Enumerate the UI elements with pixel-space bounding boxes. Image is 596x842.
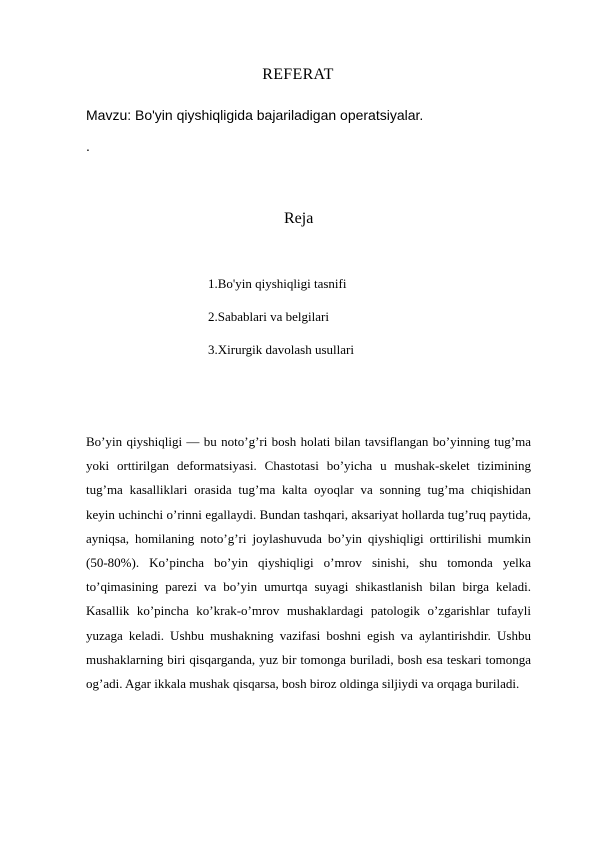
body-paragraph: Bo’yin qiyshiqligi — bu noto’g’ri bosh holati bilan tavsiflangan bo’yinning tug’ma yoki orttirilgan deformatsiyasi. Chastotasi bo’yicha u mushak-skelet tizimining tug’ma kasalliklari orasida tug’ma kalta oyoqlar va sonning tug’ma chiqishidan keyin uchinchi o’rinni egallaydi. Bundan tashqari, aksariyat hollarda tug’ruq paytida, ayniqsa, homilaning noto’g’ri joylashuvuda bo’yin qiyshiqligi orttirilishi mumkin (50-80%). Ko’pincha bo’yin qiyshiqligi o’mrov sinishi, shu tomonda yelka to’qimasining parezi va bo’yin umurtqa suyagi shikastlanish bilan birga keladi. Kasallik ko’pincha ko’krak-o’mrov mushaklardagi patologik o’zgarishlar tufayli yuzaga keladi. Ushbu mushakning vazifasi boshni egish va aylantirishdir. Ushbu mushaklarning biri qisqarganda, yuz bir tomonga buriladi, bosh esa teskari tomonga og’adi. Agar ikkala mushak qisqarsa, bosh biroz oldinga siljiydi va orqaga buriladi. xyxy=(86,434,531,692)
plan-list xyxy=(208,274,354,373)
document-subject: Mavzu: Bo'yin qiyshiqligida bajariladigan operatsiyalar. xyxy=(86,107,424,123)
plan-item-1: 1.Bo'yin qiyshiqligi tasnifi xyxy=(208,276,347,291)
plan-item-2: 2.Sabablari va belgilari xyxy=(208,309,329,324)
plan-item-3: 3.Xirurgik davolash usullari xyxy=(208,342,354,357)
plan-heading: Reja xyxy=(284,210,314,227)
document-title: REFERAT xyxy=(262,66,334,83)
stray-dot: . xyxy=(86,138,90,154)
